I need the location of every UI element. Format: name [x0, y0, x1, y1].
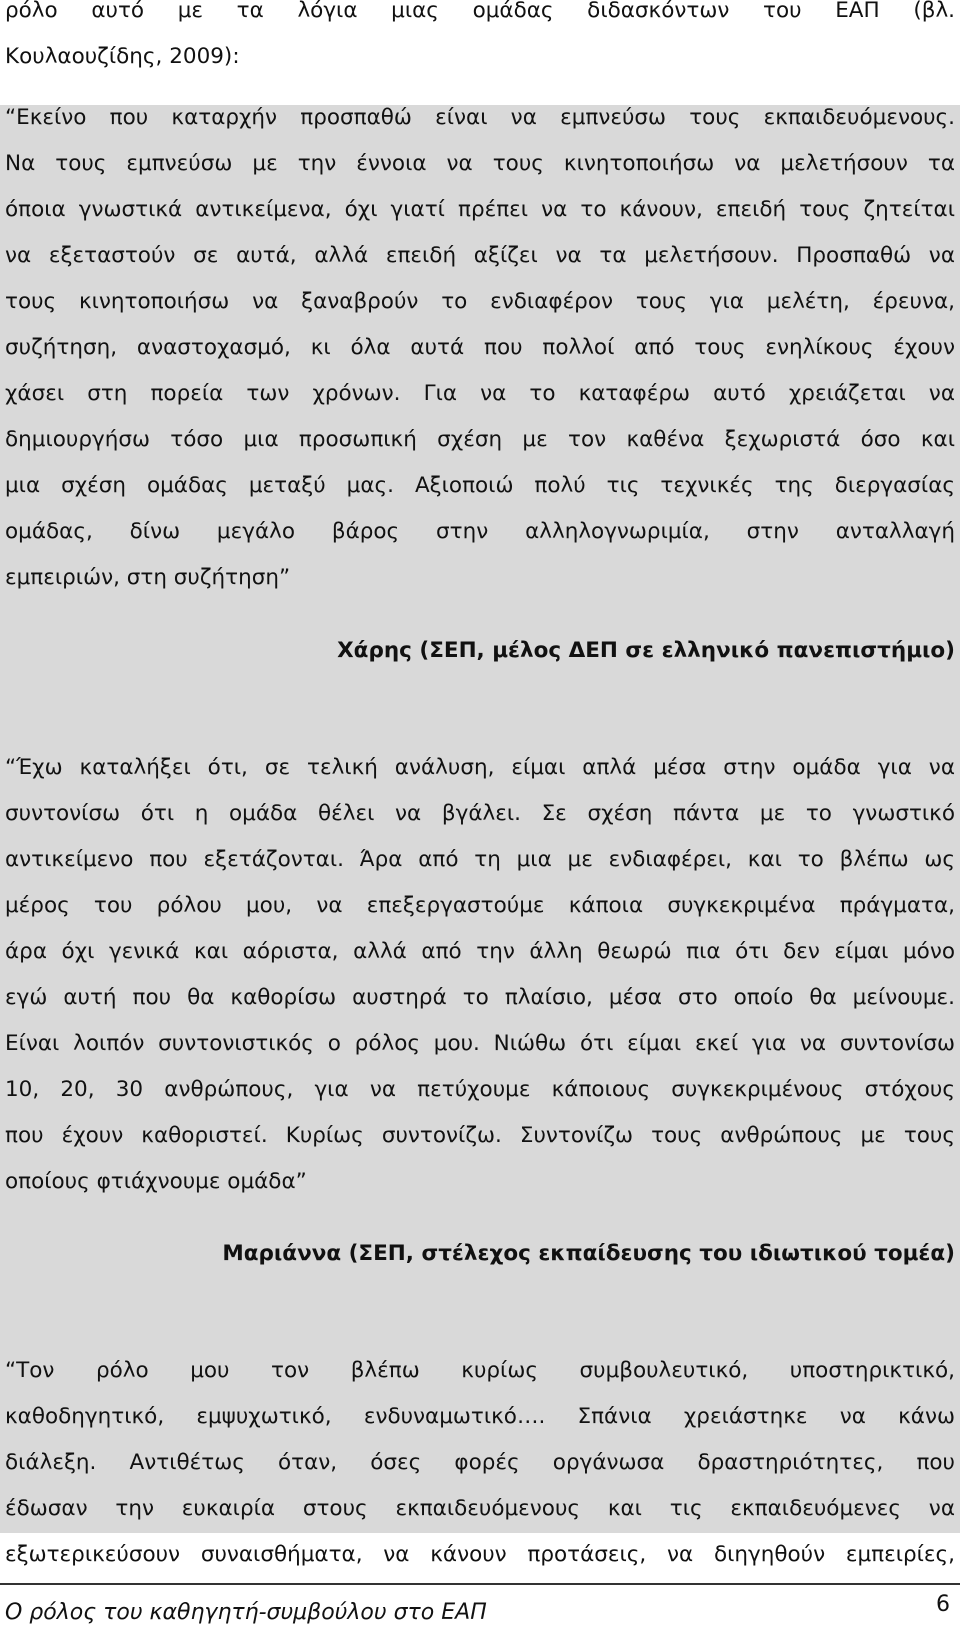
quote-line: όποια γνωστικά αντικείμενα, όχι γιατί πρέπει να το κάνουν, επειδή τους ζητείται: [5, 197, 955, 222]
quote-line: οποίους φτιάχνουμε ομάδα”: [5, 1169, 307, 1194]
quote-line: Είναι λοιπόν συντονιστικός ο ρόλος μου. Νιώθω ότι είμαι εκεί για να συντονίσω: [5, 1031, 955, 1056]
quote-attribution: Χάρης (ΣΕΠ, μέλος ΔΕΠ σε ελληνικό πανεπιστήμιο): [337, 638, 955, 663]
quote-line: χάσει στη πορεία των χρόνων. Για να το καταφέρω αυτό χρειάζεται να: [5, 381, 955, 406]
quote-line: Να τους εμπνεύσω με την έννοια να τους κινητοποιήσω να μελετήσουν τα: [5, 151, 955, 176]
footer-title: Ο ρόλος του καθηγητή-συμβούλου στο ΕΑΠ: [5, 1600, 487, 1625]
quote-line: αντικείμενο που εξετάζονται. Άρα από τη μια με ενδιαφέρει, και το βλέπω ως: [5, 847, 955, 872]
quote-paragraph: [5, 95, 955, 601]
quote-line: ομάδας, δίνω μεγάλο βάρος στην αλληλογνωριμία, στην ανταλλαγή: [5, 519, 955, 544]
quote-line: εγώ αυτή που θα καθορίσω αυστηρά το πλαίσιο, μέσα στο οποίο θα μείνουμε.: [5, 985, 955, 1010]
quote-line: καθοδηγητικό, εμψυχωτικό, ενδυναμωτικό…. Σπάνια χρειάστηκε να κάνω: [5, 1404, 955, 1429]
quote-line: μέρος του ρόλου μου, να επεξεργαστούμε κάποια συγκεκριμένα πράγματα,: [5, 893, 955, 918]
quote-line: μια σχέση ομάδας μεταξύ μας. Αξιοποιώ πολύ τις τεχνικές της διεργασίας: [5, 473, 955, 498]
intro-line: ρόλο αυτό με τα λόγια μιας ομάδας διδασκόντων του ΕΑΠ (βλ.: [5, 0, 955, 23]
quote-line: εξωτερικεύσουν συναισθήματα, να κάνουν προτάσεις, να διηγηθούν εμπειρίες,: [5, 1542, 955, 1567]
intro-line: Κουλαουζίδης, 2009):: [5, 44, 240, 69]
quote-line: τους κινητοποιήσω να ξαναβρούν το ενδιαφέρον τους για μελέτη, έρευνα,: [5, 289, 955, 314]
quote-line: που έχουν καθοριστεί. Κυρίως συντονίζω. Συντονίζω τους ανθρώπους με τους: [5, 1123, 955, 1148]
quote-paragraph: [5, 1348, 955, 1578]
page-number: 6: [936, 1592, 950, 1617]
quote-line: 10, 20, 30 ανθρώπους, για να πετύχουμε κάποιους συγκεκριμένους στόχους: [5, 1077, 955, 1102]
quote-line: συντονίσω ότι η ομάδα θέλει να βγάλει. Σε σχέση πάντα με το γνωστικό: [5, 801, 955, 826]
quote-line: συζήτηση, αναστοχασμό, κι όλα αυτά που πολλοί από τους ενηλίκους έχουν: [5, 335, 955, 360]
quote-line: έδωσαν την ευκαιρία στους εκπαιδευόμενους και τις εκπαιδευόμενες να: [5, 1496, 955, 1521]
quote-line: εμπειριών, στη συζήτηση”: [5, 565, 291, 590]
quote-line: διάλεξη. Αντιθέτως όταν, όσες φορές οργάνωσα δραστηριότητες, που: [5, 1450, 955, 1475]
quote-paragraph: [5, 745, 955, 1205]
intro-paragraph: [5, 0, 955, 80]
quote-line: άρα όχι γενικά και αόριστα, αλλά από την άλλη θεωρώ πια ότι δεν είμαι μόνο: [5, 939, 955, 964]
quote-line: “Τον ρόλο μου τον βλέπω κυρίως συμβουλευτικό, υποστηρικτικό,: [5, 1358, 955, 1383]
quote-line: να εξεταστούν σε αυτά, αλλά επειδή αξίζει να τα μελετήσουν. Προσπαθώ να: [5, 243, 955, 268]
quote-attribution: Μαριάννα (ΣΕΠ, στέλεχος εκπαίδευσης του ιδιωτικού τομέα): [222, 1241, 955, 1266]
footer-divider: [0, 1583, 960, 1585]
quote-line: δημιουργήσω τόσο μια προσωπική σχέση με τον καθένα ξεχωριστά όσο και: [5, 427, 955, 452]
quote-line: “Εκείνο που καταρχήν προσπαθώ είναι να εμπνεύσω τους εκπαιδευόμενους.: [5, 105, 955, 130]
quote-line: “Έχω καταλήξει ότι, σε τελική ανάλυση, είμαι απλά μέσα στην ομάδα για να: [5, 755, 955, 780]
